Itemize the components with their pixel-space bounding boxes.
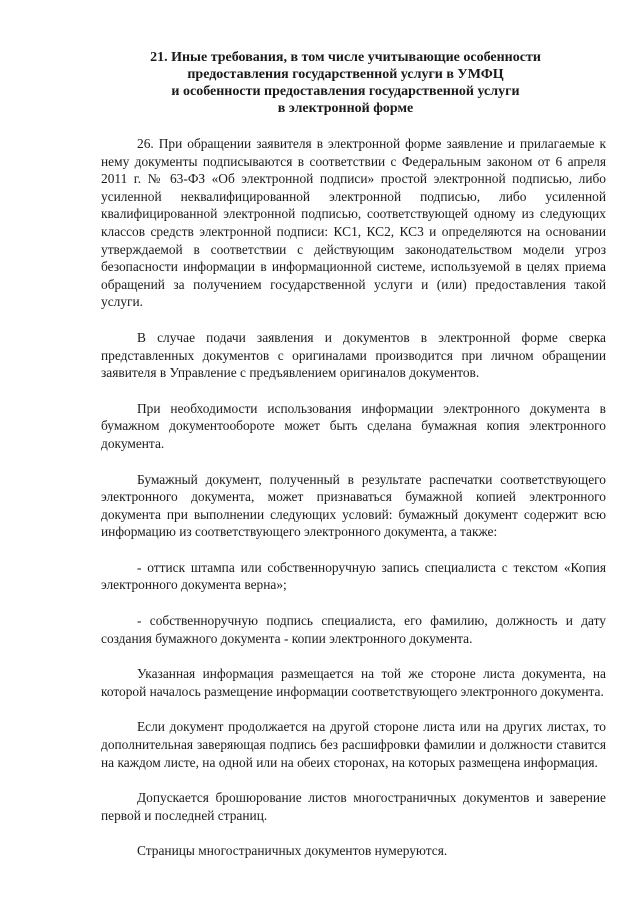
paragraph-binding: Допускается брошюрование листов многостраничных документов и заверение первой и последней страниц. (101, 790, 606, 823)
heading-line: в электронной форме (277, 101, 414, 116)
heading-line: и особенности предоставления государственной услуги (171, 84, 520, 99)
paragraph-numbering: Страницы многостраничных документов нумеруются. (137, 843, 448, 859)
paragraph-electronic-signature: 26. При обращении заявителя в электронной форме заявление и прилагаемые к нему документы подписываются в соответствии с Федеральным законом от 6 апреля 2011 г. № 63-ФЗ «Об электронной подписи» простой электронной подписью, либо усиленной неквалифицированной электронной подписью, либо усиленной квалифицированной электронной подписью, соответствующей одному из следующих классов средств электронной подписи: КС1, КС2, КС3 и определяются на основании утверждаемой в соответствии с действующим законодательством модели угроз безопасности информации в информационной системе, используемой в целях приема обращений за получением государственной услуги и (или) предоставления такой услуги. (101, 136, 606, 310)
paragraph-originals-check: В случае подачи заявления и документов в электронной форме сверка представленных документов с оригиналами производится при личном обращении заявителя в Управление с предъявлением оригиналов документов. (101, 329, 606, 381)
paragraph-multiple-sheets: Если документ продолжается на другой стороне листа или на других листах, то дополнительная заверяющая подпись без расшифровки фамилии и должности ставится на каждом листе, на одной или на обеих сторонах, на которых размещена информация. (101, 719, 606, 770)
paragraph-placement: Указанная информация размещается на той же стороне листа документа, на которой началось размещение информации соответствующего электронного документа. (101, 666, 606, 699)
paragraph-paper-copy: При необходимости использования информации электронного документа в бумажном документообороте может быть сделана бумажная копия электронного документа. (101, 400, 606, 451)
list-item-stamp: - оттиск штампа или собственноручную запись специалиста с текстом «Копия электронного документа верна»; (101, 559, 606, 593)
paragraph-paper-copy-conditions: Бумажный документ, полученный в результате распечатки соответствующего электронного документа, может признаваться бумажной копией электронного документа при выполнении следующих условий: бумажный документ содержит всю информацию из соответствующего электронного документа, а также: (101, 471, 606, 540)
section-heading (101, 49, 606, 117)
heading-line: предоставления государственной услуги в УМФЦ (187, 67, 504, 82)
list-item-signature: - собственноручную подпись специалиста, его фамилию, должность и дату создания бумажного документа - копии электронного документа. (101, 613, 606, 646)
heading-line: 21. Иные требования, в том числе учитывающие особенности (150, 50, 541, 65)
